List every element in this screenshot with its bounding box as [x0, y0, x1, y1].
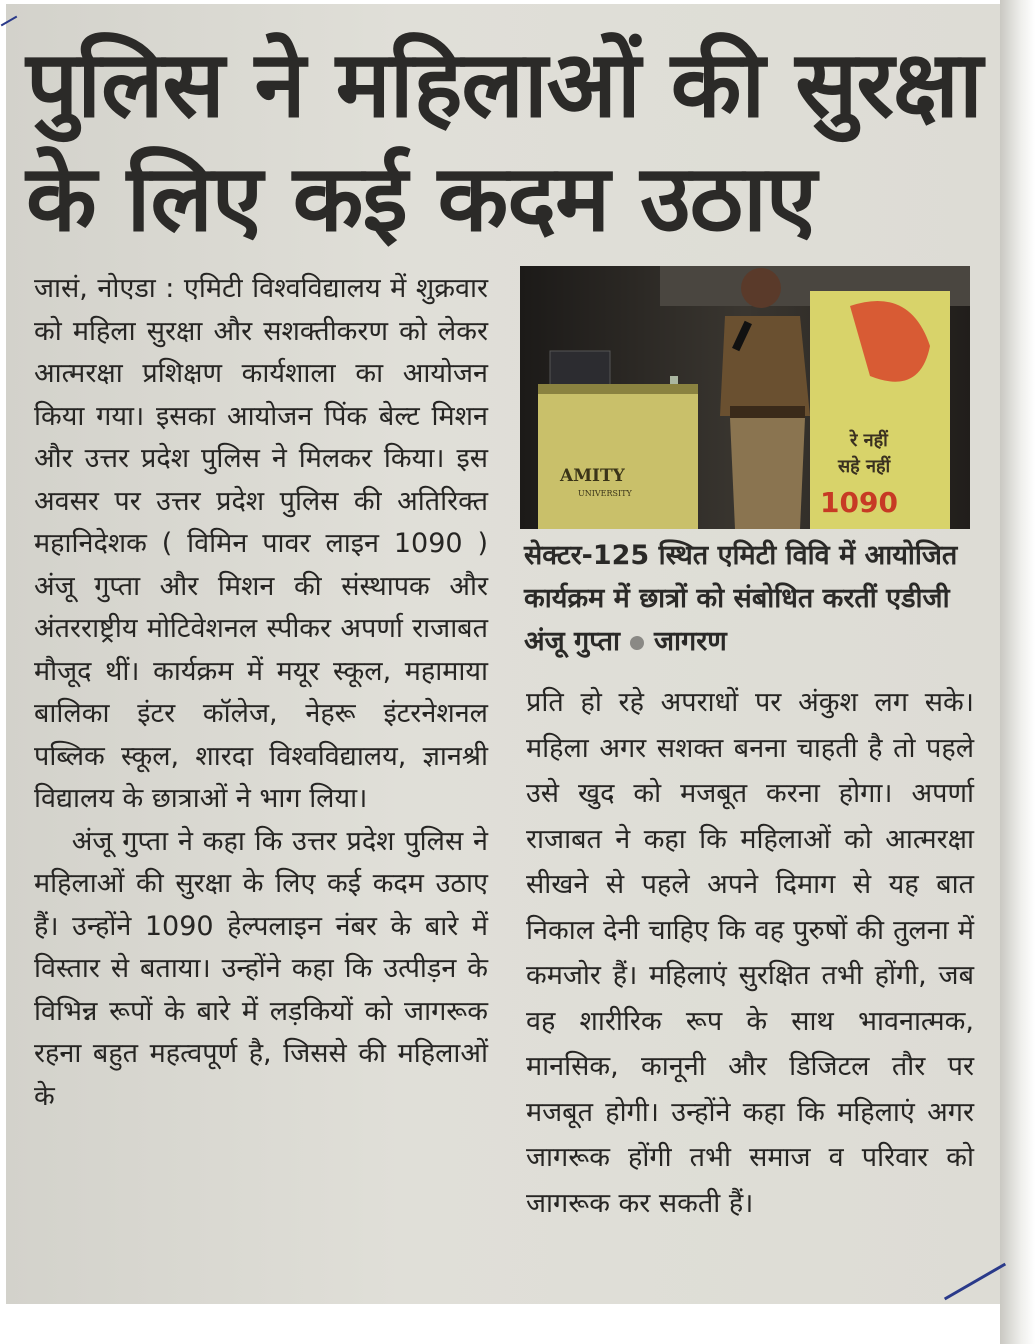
- caption-credit: जागरण: [653, 626, 727, 657]
- headline: पुलिस ने महिलाओं की सुरक्षा के लिए कई कदम उठाए: [26, 31, 982, 252]
- article-paragraph-2: अंजू गुप्ता ने कहा कि उत्तर प्रदेश पुलिस ने महिलाओं की सुरक्षा के लिए कई कदम उठाए हैं। उन्होंने 1090 हेल्पलाइन नंबर के बारे में विस्तार से बताया। उन्होंने कहा कि उत्पीड़न के विभिन्न रूपों के बारे में लड़कियों को जागरूक रहना बहुत महत्वपूर्ण है, जिससे की महिलाओं के: [34, 825, 488, 1112]
- article-column-right: प्रति हो रहे अपराधों पर अंकुश लग सके। महिला अगर सशक्त बनना चाहती है तो पहले उसे खुद को मजबूत करना होगा। अपर्णा राजाबत ने कहा कि महिलाओं को आत्मरक्षा सीखने से पहले अपने दिमाग से यह बात निकाल देनी चाहिए कि वह पुरुषों की तुलना में कमजोर हैं। महिलाएं सुरक्षित तभी होंगी, जब वह शारीरिक रूप के साथ भावनात्मक, मानसिक, कानूनी और डिजिटल तौर पर मजबूत होगी। उन्होंने कहा कि महिलाएं अगर जागरूक होंगी तभी समाज व परिवार को जागरूक कर सकती हैं।: [526, 687, 974, 1219]
- bullet-icon: [630, 636, 644, 650]
- scan-edge-shadow: [1000, 0, 1035, 1344]
- photo-illustration: [520, 266, 970, 529]
- laptop: [550, 351, 610, 389]
- news-photo: [520, 266, 970, 529]
- speaker-uniform: [720, 316, 810, 416]
- article-column-left: [34, 268, 488, 1118]
- photo-caption: [524, 534, 974, 663]
- caption-text: सेक्टर-125 स्थित एमिटी विवि में आयोजित कार्यक्रम में छात्रों को संबोधित करतीं एडीजी अंजू गुप्ता: [524, 540, 958, 657]
- speaker-trousers: [730, 418, 805, 529]
- banner-number: 1090: [820, 486, 898, 519]
- speaker-head: [741, 268, 781, 308]
- banner-text-line1: रे नहीं: [850, 430, 888, 451]
- speaker-belt: [730, 406, 805, 418]
- banner-text-line2: सहे नहीं: [838, 456, 891, 477]
- article-paragraph-1: जासं, नोएडा : एमिटी विश्वविद्यालय में शुक्रवार को महिला सुरक्षा और सशक्तीकरण को लेकर आत्मरक्षा प्रशिक्षण कार्यशाला का आयोजन किया गया। इसका आयोजन पिंक बेल्ट मिशन और उत्तर प्रदेश पुलिस ने मिलकर किया। इस अवसर पर उत्तर प्रदेश पुलिस की अतिरिक्त महानिदेशक ( विमिन पावर लाइन 1090 ) अंजू गुप्ता और मिशन की संस्थापक और अंतरराष्ट्रीय मोटिवेशनल स्पीकर अपर्णा राजाबत मौजूद थीं। कार्यक्रम में मयूर स्कूल, महामाया बालिका इंटर कॉलेज, नेहरू इंटरनेशनल पब्लिक स्कूल, शारदा विश्वविद्यालय, ज्ञानश्री विद्यालय के छात्राओं ने भाग लिया।: [34, 273, 488, 814]
- podium-logo: AMITY: [560, 466, 625, 486]
- podium: [538, 384, 698, 529]
- podium-logo-sub: UNIVERSITY: [578, 489, 632, 498]
